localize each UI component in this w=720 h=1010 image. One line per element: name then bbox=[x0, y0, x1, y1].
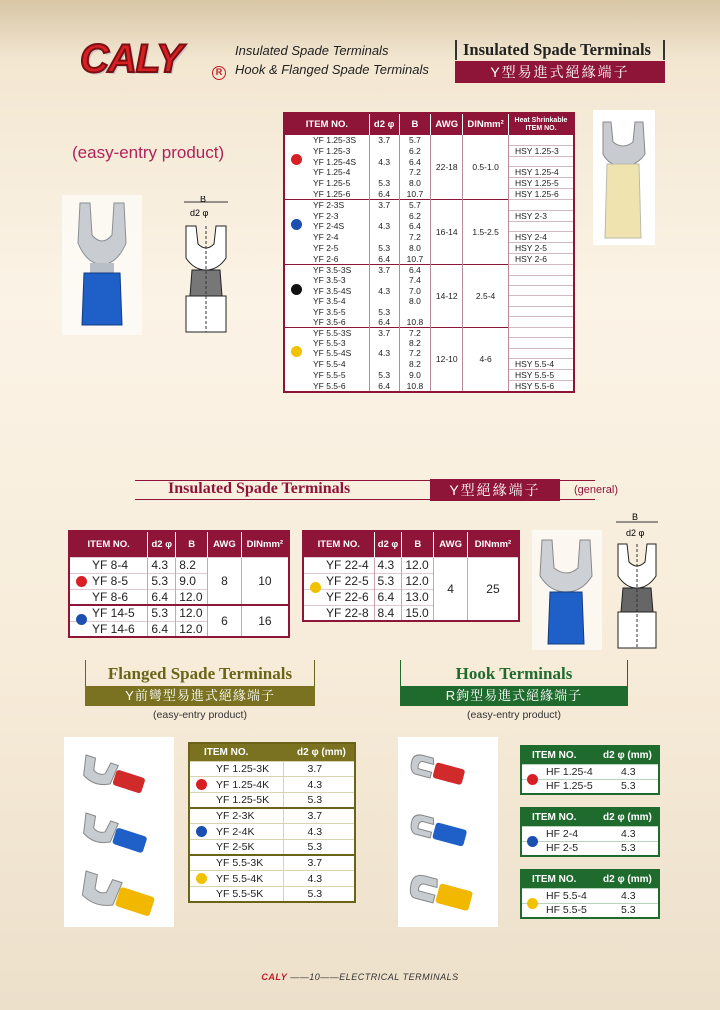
item-cell: HF 5.5-5 bbox=[521, 903, 593, 918]
d2-cell: 3.7 bbox=[283, 761, 355, 777]
hsy-cell bbox=[509, 296, 575, 306]
item-cell: YF 2-3 bbox=[284, 210, 369, 221]
b-cell: 12.0 bbox=[176, 589, 208, 605]
hsy-cell bbox=[509, 221, 575, 231]
b-cell: 10.8 bbox=[399, 317, 431, 328]
table-row bbox=[189, 855, 355, 871]
table-row bbox=[284, 210, 574, 221]
item-cell: YF 22-4 bbox=[303, 557, 374, 573]
item-cell: HF 1.25-4 bbox=[521, 764, 593, 779]
general-note: (general) bbox=[574, 484, 619, 496]
table-row bbox=[284, 243, 574, 254]
table-row bbox=[284, 381, 574, 393]
table-row bbox=[284, 232, 574, 243]
col-awg: AWG bbox=[431, 113, 463, 135]
hsy-cell bbox=[509, 156, 575, 166]
col-b: B bbox=[176, 531, 208, 557]
col-d2: d2 φ bbox=[374, 531, 402, 557]
hsy-cell: HSY 2-4 bbox=[509, 232, 575, 243]
d2-cell: 6.4 bbox=[148, 621, 176, 637]
item-cell: YF 2-4 bbox=[284, 232, 369, 243]
b-cell: 7.2 bbox=[399, 167, 431, 178]
b-cell: 6.4 bbox=[399, 156, 431, 166]
color-dot-icon bbox=[196, 826, 207, 837]
table-row bbox=[284, 135, 574, 145]
d2-cell: 5.3 bbox=[369, 306, 399, 316]
general-table-left bbox=[68, 530, 290, 638]
table-row bbox=[521, 888, 659, 903]
d2-cell bbox=[369, 296, 399, 306]
d2-cell: 6.4 bbox=[369, 317, 399, 328]
item-cell: YF 22-6 bbox=[303, 589, 374, 605]
item-cell: YF 1.25-6 bbox=[284, 189, 369, 200]
table-row bbox=[189, 824, 355, 840]
table-row bbox=[521, 764, 659, 779]
awg-cell: 22-18 bbox=[431, 135, 463, 200]
hsy-cell bbox=[509, 135, 575, 145]
table-row bbox=[189, 761, 355, 777]
item-cell: YF 2-6 bbox=[284, 254, 369, 265]
table-row bbox=[284, 189, 574, 200]
col-d2: d2 φ bbox=[369, 113, 399, 135]
item-cell: YF 14-5 bbox=[69, 605, 148, 621]
item-cell: YF 22-5 bbox=[303, 573, 374, 589]
hsy-cell bbox=[509, 275, 575, 285]
table-row bbox=[189, 808, 355, 824]
table-row bbox=[69, 557, 289, 573]
color-dot-icon bbox=[76, 576, 87, 587]
table-row bbox=[284, 178, 574, 189]
b-cell: 5.7 bbox=[399, 135, 431, 145]
table-row bbox=[284, 156, 574, 166]
col-d2: d2 φ (mm) bbox=[593, 746, 659, 764]
item-cell: HF 5.5-4 bbox=[521, 888, 593, 903]
item-cell: YF 8-5 bbox=[69, 573, 148, 589]
table-row bbox=[284, 348, 574, 358]
awg-cell: 14-12 bbox=[431, 265, 463, 328]
hsy-cell: HSY 2-6 bbox=[509, 254, 575, 265]
col-d2: d2 φ bbox=[148, 531, 176, 557]
item-cell: YF 5.5-3K bbox=[189, 855, 283, 871]
item-cell: YF 5.5-5 bbox=[284, 370, 369, 381]
general-title-zh: Y型絕緣端子 bbox=[430, 479, 560, 501]
b-cell: 7.0 bbox=[399, 286, 431, 296]
table-row bbox=[521, 826, 659, 841]
flanged-title-en: Flanged Spade Terminals bbox=[107, 664, 293, 683]
b-cell: 6.4 bbox=[399, 265, 431, 276]
d2-cell bbox=[369, 145, 399, 156]
b-cell: 12.0 bbox=[402, 573, 434, 589]
b-cell bbox=[399, 306, 431, 316]
col-d2: d2 φ (mm) bbox=[593, 808, 659, 826]
table-row bbox=[284, 275, 574, 285]
item-cell: YF 3.5-4 bbox=[284, 296, 369, 306]
d2-cell: 5.3 bbox=[148, 605, 176, 621]
d2-cell: 4.3 bbox=[148, 557, 176, 573]
col-d2: d2 φ (mm) bbox=[593, 870, 659, 888]
awg-cell: 4 bbox=[434, 557, 468, 621]
d2-cell: 4.3 bbox=[283, 777, 355, 793]
d2-cell: 5.3 bbox=[593, 903, 659, 918]
b-cell: 9.0 bbox=[399, 370, 431, 381]
b-cell: 6.2 bbox=[399, 210, 431, 221]
table-row bbox=[521, 779, 659, 794]
hsy-cell: HSY 5.5-6 bbox=[509, 381, 575, 393]
table-row bbox=[284, 338, 574, 348]
d2-cell bbox=[369, 210, 399, 221]
d2-cell: 5.3 bbox=[593, 841, 659, 856]
col-b: B bbox=[402, 531, 434, 557]
table-row bbox=[284, 327, 574, 338]
item-cell: YF 2-3S bbox=[284, 200, 369, 211]
d2-cell: 6.4 bbox=[369, 254, 399, 265]
col-item: ITEM NO. bbox=[284, 113, 369, 135]
hsy-cell bbox=[509, 306, 575, 316]
footer-brand: CALY bbox=[261, 972, 288, 982]
d2-cell: 5.3 bbox=[369, 178, 399, 189]
item-cell: YF 2-5 bbox=[284, 243, 369, 254]
d2-cell: 5.3 bbox=[374, 573, 402, 589]
d2-cell: 6.4 bbox=[148, 589, 176, 605]
item-cell: YF 1.25-3S bbox=[284, 135, 369, 145]
table-row bbox=[189, 887, 355, 903]
d2-cell bbox=[369, 359, 399, 370]
table-row bbox=[284, 145, 574, 156]
d2-cell: 3.7 bbox=[283, 855, 355, 871]
b-cell: 7.2 bbox=[399, 327, 431, 338]
table-row bbox=[189, 839, 355, 855]
table-row bbox=[284, 200, 574, 211]
table-row bbox=[284, 265, 574, 276]
d2-cell bbox=[369, 232, 399, 243]
col-b: B bbox=[399, 113, 431, 135]
item-cell: YF 3.5-6 bbox=[284, 317, 369, 328]
easy-entry-label: (easy-entry product) bbox=[72, 143, 225, 162]
col-d2: d2 φ (mm) bbox=[283, 743, 355, 761]
hsy-cell: HSY 5.5-4 bbox=[509, 359, 575, 370]
blue-spade-photo bbox=[62, 195, 142, 335]
item-cell: YF 2-3K bbox=[189, 808, 283, 824]
d2-cell: 5.3 bbox=[593, 779, 659, 794]
b-cell: 8.0 bbox=[399, 178, 431, 189]
general-table-right bbox=[302, 530, 520, 622]
b-cell: 9.0 bbox=[176, 573, 208, 589]
b-cell: 10.7 bbox=[399, 254, 431, 265]
table-row bbox=[284, 359, 574, 370]
item-cell: HF 2-4 bbox=[521, 826, 593, 841]
col-din: DINmm² bbox=[463, 113, 509, 135]
d2-cell: 4.3 bbox=[593, 764, 659, 779]
hsy-cell: HSY 1.25-3 bbox=[509, 145, 575, 156]
item-cell: YF 8-4 bbox=[69, 557, 148, 573]
b-cell: 8.0 bbox=[399, 243, 431, 254]
table-row bbox=[284, 296, 574, 306]
d2-cell: 4.3 bbox=[369, 286, 399, 296]
hsy-cell: HSY 2-3 bbox=[509, 210, 575, 221]
b-cell: 7.2 bbox=[399, 348, 431, 358]
hsy-cell bbox=[509, 317, 575, 328]
item-cell: YF 1.25-4S bbox=[284, 156, 369, 166]
d2-cell: 5.3 bbox=[283, 792, 355, 808]
color-dot-icon bbox=[291, 154, 302, 165]
item-cell: YF 1.25-5K bbox=[189, 792, 283, 808]
table-row bbox=[189, 871, 355, 887]
col-item: ITEM NO. bbox=[521, 746, 593, 764]
blue-spade-general-photo bbox=[532, 530, 602, 650]
color-dot-icon bbox=[291, 346, 302, 357]
item-cell: YF 5.5-4K bbox=[189, 871, 283, 887]
item-cell: YF 3.5-5 bbox=[284, 306, 369, 316]
d2-cell: 6.4 bbox=[374, 589, 402, 605]
d2-cell: 6.4 bbox=[369, 189, 399, 200]
flanged-note: (easy-entry product) bbox=[153, 709, 247, 721]
din-cell: 16 bbox=[241, 605, 289, 637]
hsy-cell bbox=[509, 348, 575, 358]
item-cell: YF 5.5-5K bbox=[189, 887, 283, 903]
item-cell: YF 3.5-3S bbox=[284, 265, 369, 276]
table-row bbox=[284, 167, 574, 178]
item-cell: HF 2-5 bbox=[521, 841, 593, 856]
b-cell: 13.0 bbox=[402, 589, 434, 605]
col-din: DINmm² bbox=[467, 531, 519, 557]
hook-title-zh: R鉤型易進式絕緣端子 bbox=[400, 686, 628, 706]
d2-cell: 3.7 bbox=[369, 327, 399, 338]
color-dot-icon bbox=[291, 219, 302, 230]
b-cell: 12.0 bbox=[176, 621, 208, 637]
color-dot-icon bbox=[196, 873, 207, 884]
table-row bbox=[189, 792, 355, 808]
awg-cell: 12-10 bbox=[431, 327, 463, 392]
d2-cell bbox=[369, 338, 399, 348]
d2-cell: 3.7 bbox=[369, 265, 399, 276]
item-cell: YF 1.25-5 bbox=[284, 178, 369, 189]
col-item: ITEM NO. bbox=[521, 870, 593, 888]
item-cell: YF 3.5-4S bbox=[284, 286, 369, 296]
hsy-cell bbox=[509, 265, 575, 276]
col-din: DINmm² bbox=[241, 531, 289, 557]
heat-shrink-spade-photo bbox=[593, 110, 655, 245]
table-row bbox=[521, 903, 659, 918]
d2-cell bbox=[369, 167, 399, 178]
item-cell: YF 22-8 bbox=[303, 605, 374, 621]
d2-cell: 4.3 bbox=[369, 221, 399, 231]
awg-cell: 6 bbox=[208, 605, 242, 637]
awg-cell: 8 bbox=[208, 557, 242, 605]
col-awg: AWG bbox=[434, 531, 468, 557]
item-cell: YF 8-6 bbox=[69, 589, 148, 605]
b-cell: 12.0 bbox=[176, 605, 208, 621]
general-title-en: Insulated Spade Terminals bbox=[168, 480, 351, 497]
b-cell: 8.2 bbox=[399, 338, 431, 348]
spade-dimension-diagram bbox=[178, 196, 234, 336]
hsy-cell: HSY 5.5-5 bbox=[509, 370, 575, 381]
item-cell: YF 5.5-4 bbox=[284, 359, 369, 370]
table-row bbox=[69, 605, 289, 621]
col-item: ITEM NO. bbox=[69, 531, 148, 557]
table-row bbox=[284, 254, 574, 265]
din-cell: 10 bbox=[241, 557, 289, 605]
caly-logo: CALY bbox=[80, 37, 182, 81]
item-cell: YF 1.25-3K bbox=[189, 761, 283, 777]
hook-note: (easy-entry product) bbox=[467, 709, 561, 721]
color-dot-icon bbox=[291, 284, 302, 295]
item-cell: YF 14-6 bbox=[69, 621, 148, 637]
page-title-en: Insulated Spade Terminals bbox=[455, 40, 665, 60]
table-row bbox=[284, 370, 574, 381]
hsy-cell: HSY 2-5 bbox=[509, 243, 575, 254]
table-row bbox=[189, 777, 355, 793]
registered-mark: R bbox=[212, 66, 226, 80]
din-cell: 4-6 bbox=[463, 327, 509, 392]
d2-cell: 6.4 bbox=[369, 381, 399, 393]
awg-cell: 16-14 bbox=[431, 200, 463, 265]
hook-terminals-photo bbox=[398, 737, 498, 927]
hook-table bbox=[520, 745, 660, 795]
din-cell: 1.5-2.5 bbox=[463, 200, 509, 265]
hsy-cell bbox=[509, 338, 575, 348]
b-cell: 10.7 bbox=[399, 189, 431, 200]
item-cell: YF 5.5-6 bbox=[284, 381, 369, 393]
d2-cell: 5.3 bbox=[369, 243, 399, 254]
d2-cell: 5.3 bbox=[283, 839, 355, 855]
hsy-cell bbox=[509, 200, 575, 211]
svg-text:d2 φ: d2 φ bbox=[626, 528, 645, 538]
svg-text:B: B bbox=[632, 512, 639, 522]
d2-cell: 4.3 bbox=[593, 888, 659, 903]
page-title-zh: Y型易進式絕緣端子 bbox=[455, 61, 665, 83]
item-cell: YF 2-4K bbox=[189, 824, 283, 840]
footer-text: ELECTRICAL TERMINALS bbox=[339, 972, 459, 982]
svg-text:B: B bbox=[200, 196, 207, 204]
din-cell: 0.5-1.0 bbox=[463, 135, 509, 200]
d2-cell: 4.3 bbox=[283, 871, 355, 887]
d2-cell: 4.3 bbox=[374, 557, 402, 573]
page-number: 10 bbox=[309, 972, 321, 982]
b-cell: 6.2 bbox=[399, 145, 431, 156]
item-cell: YF 1.25-3 bbox=[284, 145, 369, 156]
col-item: ITEM NO. bbox=[303, 531, 374, 557]
col-awg: AWG bbox=[208, 531, 242, 557]
col-hsy: Heat Shrinkable ITEM NO. bbox=[509, 113, 575, 135]
hook-table bbox=[520, 807, 660, 857]
table-row bbox=[284, 317, 574, 328]
main-spec-table bbox=[283, 112, 575, 393]
flanged-title-zh: Y前彎型易進式絕緣端子 bbox=[85, 686, 315, 706]
b-cell: 8.0 bbox=[399, 296, 431, 306]
d2-cell: 3.7 bbox=[283, 808, 355, 824]
flanged-terminals-photo bbox=[64, 737, 174, 927]
b-cell: 5.7 bbox=[399, 200, 431, 211]
item-cell: YF 1.25-4K bbox=[189, 777, 283, 793]
brand-line-2: Hook & Flanged Spade Terminals bbox=[235, 62, 429, 77]
d2-cell: 4.3 bbox=[369, 348, 399, 358]
b-cell: 15.0 bbox=[402, 605, 434, 621]
color-dot-icon bbox=[196, 779, 207, 790]
d2-cell: 5.3 bbox=[369, 370, 399, 381]
b-cell: 7.2 bbox=[399, 232, 431, 243]
spade-dimension-diagram-2 bbox=[612, 512, 662, 652]
item-cell: YF 3.5-3 bbox=[284, 275, 369, 285]
table-row bbox=[284, 221, 574, 231]
item-cell: YF 1.25-4 bbox=[284, 167, 369, 178]
item-cell: YF 5.5-4S bbox=[284, 348, 369, 358]
flanged-table bbox=[188, 742, 356, 903]
item-cell: HF 1.25-5 bbox=[521, 779, 593, 794]
col-item: ITEM NO. bbox=[189, 743, 283, 761]
item-cell: YF 2-4S bbox=[284, 221, 369, 231]
b-cell: 10.8 bbox=[399, 381, 431, 393]
table-row bbox=[303, 557, 519, 573]
b-cell: 12.0 bbox=[402, 557, 434, 573]
col-item: ITEM NO. bbox=[521, 808, 593, 826]
svg-text:d2 φ: d2 φ bbox=[190, 208, 209, 218]
brand-line-1: Insulated Spade Terminals bbox=[235, 43, 389, 58]
d2-cell: 3.7 bbox=[369, 200, 399, 211]
d2-cell: 3.7 bbox=[369, 135, 399, 145]
d2-cell: 4.3 bbox=[283, 824, 355, 840]
hsy-cell: HSY 1.25-6 bbox=[509, 189, 575, 200]
item-cell: YF 5.5-3S bbox=[284, 327, 369, 338]
hook-table bbox=[520, 869, 660, 919]
table-row bbox=[521, 841, 659, 856]
b-cell: 6.4 bbox=[399, 221, 431, 231]
hook-title-en: Hook Terminals bbox=[455, 664, 573, 683]
din-cell: 2.5-4 bbox=[463, 265, 509, 328]
hsy-cell bbox=[509, 286, 575, 296]
d2-cell: 8.4 bbox=[374, 605, 402, 621]
b-cell: 8.2 bbox=[176, 557, 208, 573]
table-row bbox=[284, 286, 574, 296]
table-row bbox=[284, 306, 574, 316]
d2-cell: 5.3 bbox=[148, 573, 176, 589]
hsy-cell: HSY 1.25-5 bbox=[509, 178, 575, 189]
din-cell: 25 bbox=[467, 557, 519, 621]
d2-cell bbox=[369, 275, 399, 285]
hsy-cell bbox=[509, 327, 575, 338]
hsy-cell: HSY 1.25-4 bbox=[509, 167, 575, 178]
b-cell: 8.2 bbox=[399, 359, 431, 370]
d2-cell: 4.3 bbox=[369, 156, 399, 166]
item-cell: YF 2-5K bbox=[189, 839, 283, 855]
b-cell: 7.4 bbox=[399, 275, 431, 285]
d2-cell: 5.3 bbox=[283, 887, 355, 903]
d2-cell: 4.3 bbox=[593, 826, 659, 841]
page-footer: CALY ——10——ELECTRICAL TERMINALS bbox=[261, 972, 459, 982]
item-cell: YF 5.5-3 bbox=[284, 338, 369, 348]
